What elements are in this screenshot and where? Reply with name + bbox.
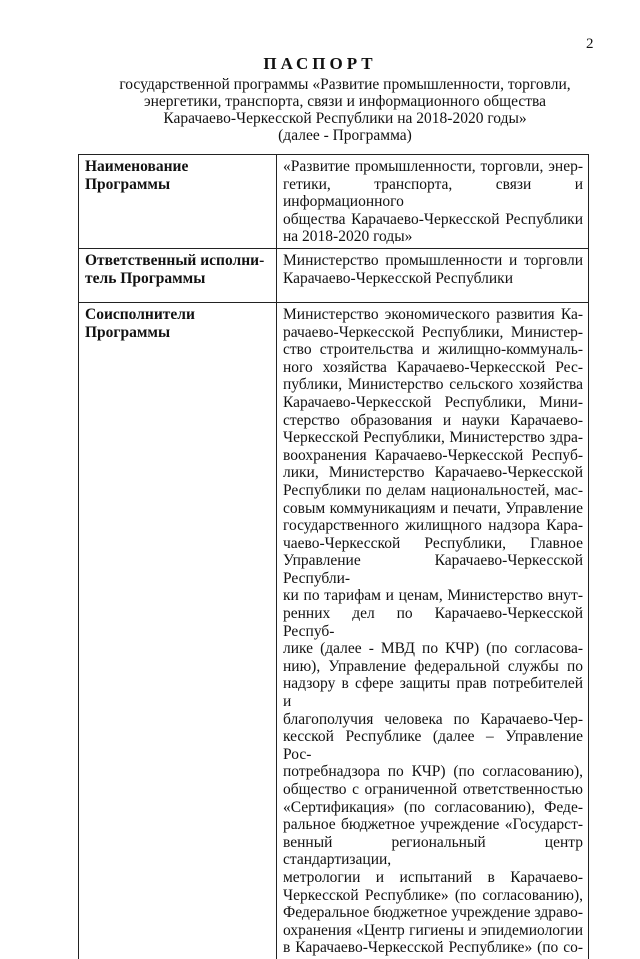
- value-line: лике (далее - МВД по КЧР) (по согласова-: [283, 640, 583, 658]
- value-cell: [277, 155, 589, 249]
- label-line: тель Программы: [85, 269, 206, 287]
- value-line: Министерство промышленности и торговли: [283, 251, 583, 269]
- value-line: ки по тарифам и ценам, Министерство внут-: [283, 587, 583, 605]
- value-line: Министерство экономического развития Ка-: [283, 305, 583, 323]
- table-row-responsible-executor: [79, 248, 589, 302]
- value-line: гетики, транспорта, связи и информационного: [283, 175, 583, 211]
- label-line: Ответственный исполни-: [85, 251, 265, 269]
- value-line: нию), Управление федеральной службы по: [283, 657, 583, 675]
- subtitle-line: (далее - Программа): [278, 127, 412, 144]
- value-line: надзору в сфере защиты прав потребителей и: [283, 675, 583, 711]
- value-line: рачаево-Черкесской Республики, Министер-: [283, 323, 583, 341]
- subtitle-line: энергетики, транспорта, связи и информационного общества: [143, 93, 547, 110]
- table-row-co-executors: [79, 302, 589, 958]
- value-line: лики, Министерство Карачаево-Черкесской: [283, 464, 583, 482]
- value-line: «Развитие промышленности, торговли, энер-: [283, 158, 583, 175]
- label-cell: [79, 248, 277, 302]
- value-line: на 2018-2020 годы»: [283, 228, 413, 246]
- value-line: чаево-Черкесской Республики, Главное: [283, 534, 583, 552]
- document-subtitle: [110, 76, 580, 144]
- page-number: 2: [586, 36, 594, 52]
- value-line: воохранения Карачаево-Черкесской Респуб-: [283, 446, 583, 464]
- value-line: благополучия человека по Карачаево-Чер-: [283, 710, 583, 728]
- value-line: общества Карачаево-Черкесской Республики: [283, 210, 583, 228]
- subtitle-line: Карачаево-Черкесской Республики на 2018-2020 годы»: [163, 110, 527, 127]
- value-line: охранения «Центр гигиены и эпидемиологии: [283, 921, 583, 939]
- label-line: Программы: [85, 323, 171, 341]
- value-line: венный региональный центр стандартизации,: [283, 833, 583, 869]
- label-line: Программы: [85, 175, 171, 193]
- value-line: ральное бюджетное учреждение «Государст-: [283, 816, 583, 834]
- value-line: Федеральное бюджетное учреждение здраво-: [283, 904, 583, 922]
- label-line: Наименование: [85, 158, 189, 175]
- value-line: ренних дел по Карачаево-Черкесской Респуб-: [283, 605, 583, 640]
- value-line: Управление Карачаево-Черкесской Республи-: [283, 552, 583, 587]
- value-line: Черкесской Республики, Министерство здра-: [283, 429, 583, 447]
- value-line: Карачаево-Черкесской Республики, Мини-: [283, 393, 583, 411]
- value-line: потребнадзора по КЧР) (по согласованию),: [283, 763, 583, 781]
- value-line: ство строительства и жилищно-коммуналь-: [283, 341, 583, 359]
- document-title: ПАСПОРТ: [263, 54, 377, 73]
- value-line: общество с ограниченной ответственностью: [283, 781, 583, 798]
- value-line: кесской Республике (далее – Управление Рос-: [283, 728, 583, 763]
- value-line: ного хозяйства Карачаево-Черкесской Рес-: [283, 358, 583, 376]
- subtitle-line: государственной программы «Развитие промышленности, торговли,: [119, 76, 571, 93]
- label-cell: [79, 155, 277, 249]
- value-line: совым коммуникациям и печати, Управление: [283, 499, 583, 517]
- value-line: государственного жилищного надзора Кара-: [283, 517, 583, 535]
- value-line: публики, Министерство сельского хозяйства: [283, 376, 583, 394]
- label-cell: [79, 302, 277, 958]
- value-line: стерство образования и науки Карачаево-: [283, 411, 583, 429]
- passport-table: [78, 154, 589, 959]
- value-line: метрологии и испытаний в Карачаево-: [283, 868, 583, 886]
- value-line: Карачаево-Черкесской Республики: [283, 269, 513, 287]
- table-row-program-name: [79, 155, 589, 249]
- label-line: Соисполнители: [85, 305, 195, 323]
- value-cell: [277, 302, 589, 958]
- value-line: «Сертификация» (по согласованию), Феде-: [283, 798, 583, 816]
- value-line: Республики по делам национальностей, мас-: [283, 481, 583, 499]
- value-cell: [277, 248, 589, 302]
- value-line: в Карачаево-Черкесской Республике» (по со-: [283, 939, 583, 957]
- value-line: Черкесской Республике» (по согласованию),: [283, 886, 583, 904]
